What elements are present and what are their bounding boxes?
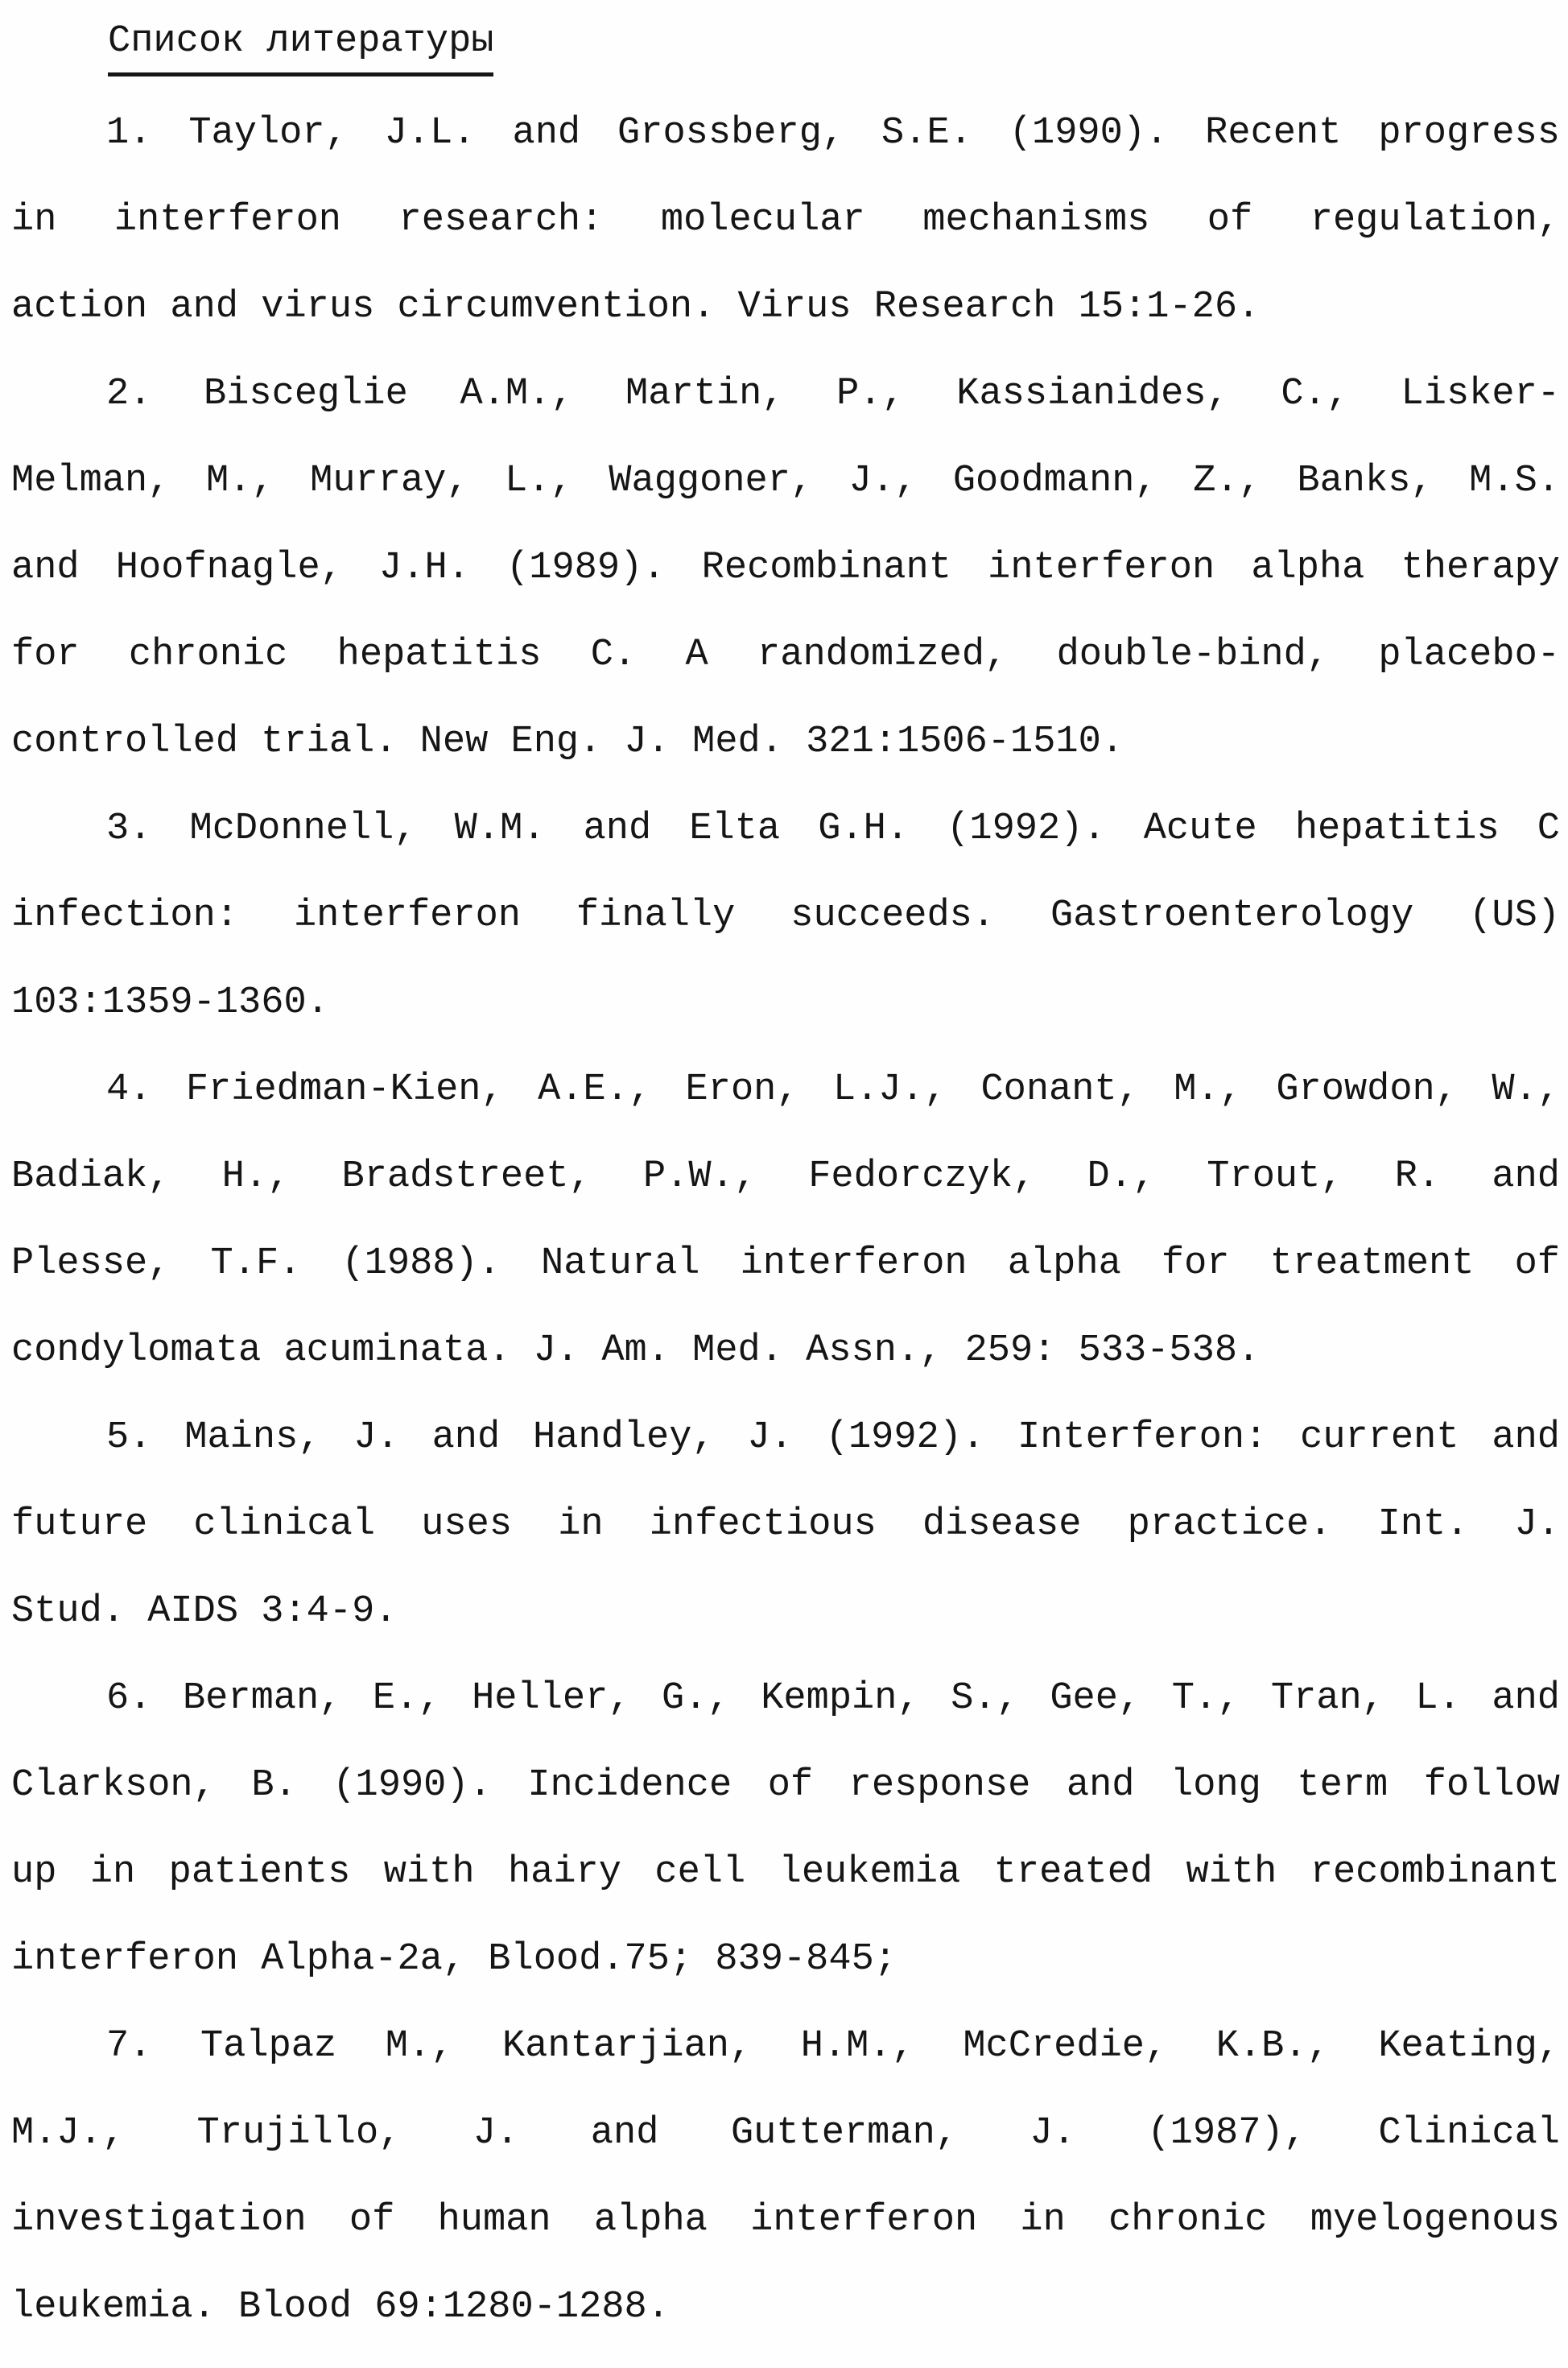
reference-list <box>11 90 1560 2351</box>
reference-line: 6. Berman, E., Heller, G., Kempin, S., Gee, T., Tran, L. and <box>106 1677 1560 1720</box>
reference-line: action and virus circumvention. Virus Research 15:1-26. <box>11 286 1261 329</box>
reference-line: Melman, M., Murray, L., Waggoner, J., Goodmann, Z., Banks, M.S. <box>11 460 1560 502</box>
reference-item-3 <box>11 786 1560 1047</box>
reference-line: interferon Alpha-2a, Blood.75; 839-845; <box>11 1938 897 1981</box>
reference-line: infection: interferon finally succeeds. Gastroenterology (US) <box>11 895 1560 937</box>
reference-item-6 <box>11 1655 1560 2003</box>
reference-line: up in patients with hairy cell leukemia treated with recombinant <box>11 1851 1560 1894</box>
reference-item-5 <box>11 1395 1560 1655</box>
reference-line: Clarkson, B. (1990). Incidence of response and long term follow <box>11 1764 1560 1807</box>
reference-line: 1. Taylor, J.L. and Grossberg, S.E. (1990). Recent progress <box>106 112 1560 155</box>
reference-line: investigation of human alpha interferon in chronic myelogenous <box>11 2199 1560 2242</box>
reference-item-7 <box>11 2003 1560 2351</box>
reference-line: leukemia. Blood 69:1280-1288. <box>11 2286 670 2329</box>
reference-line: 4. Friedman-Kien, A.E., Eron, L.J., Conant, M., Growdon, W., <box>106 1068 1560 1111</box>
reference-line: Plesse, T.F. (1988). Natural interferon alpha for treatment of <box>11 1242 1560 1285</box>
reference-line: and Hoofnagle, J.H. (1989). Recombinant interferon alpha therapy <box>11 547 1560 589</box>
reference-line: 3. McDonnell, W.M. and Elta G.H. (1992). Acute hepatitis C <box>106 808 1560 850</box>
reference-line: in interferon research: molecular mechanisms of regulation, <box>11 199 1560 242</box>
section-heading-row <box>11 3 1560 90</box>
reference-line: M.J., Trujillo, J. and Gutterman, J. (1987), Clinical <box>11 2112 1560 2155</box>
reference-line: controlled trial. New Eng. J. Med. 321:1506-1510. <box>11 721 1124 763</box>
reference-line: 7. Talpaz M., Kantarjian, H.M., McCredie, K.B., Keating, <box>106 2025 1560 2068</box>
reference-item-1 <box>11 90 1560 351</box>
reference-line: condylomata acuminata. J. Am. Med. Assn., 259: 533-538. <box>11 1329 1261 1372</box>
section-heading: Список литературы <box>108 18 493 76</box>
reference-line: future clinical uses in infectious disease practice. Int. J. <box>11 1503 1560 1546</box>
reference-line: 2. Bisceglie A.M., Martin, P., Kassianides, C., Lisker- <box>106 373 1560 415</box>
reference-line: 103:1359-1360. <box>11 982 329 1024</box>
reference-line: 5. Mains, J. and Handley, J. (1992). Interferon: current and <box>106 1416 1560 1459</box>
reference-item-2 <box>11 351 1560 786</box>
reference-line: Stud. AIDS 3:4-9. <box>11 1590 398 1633</box>
reference-item-4 <box>11 1047 1560 1395</box>
reference-line: for chronic hepatitis C. A randomized, double-bind, placebo- <box>11 634 1560 676</box>
reference-line: Badiak, H., Bradstreet, P.W., Fedorczyk, D., Trout, R. and <box>11 1155 1560 1198</box>
